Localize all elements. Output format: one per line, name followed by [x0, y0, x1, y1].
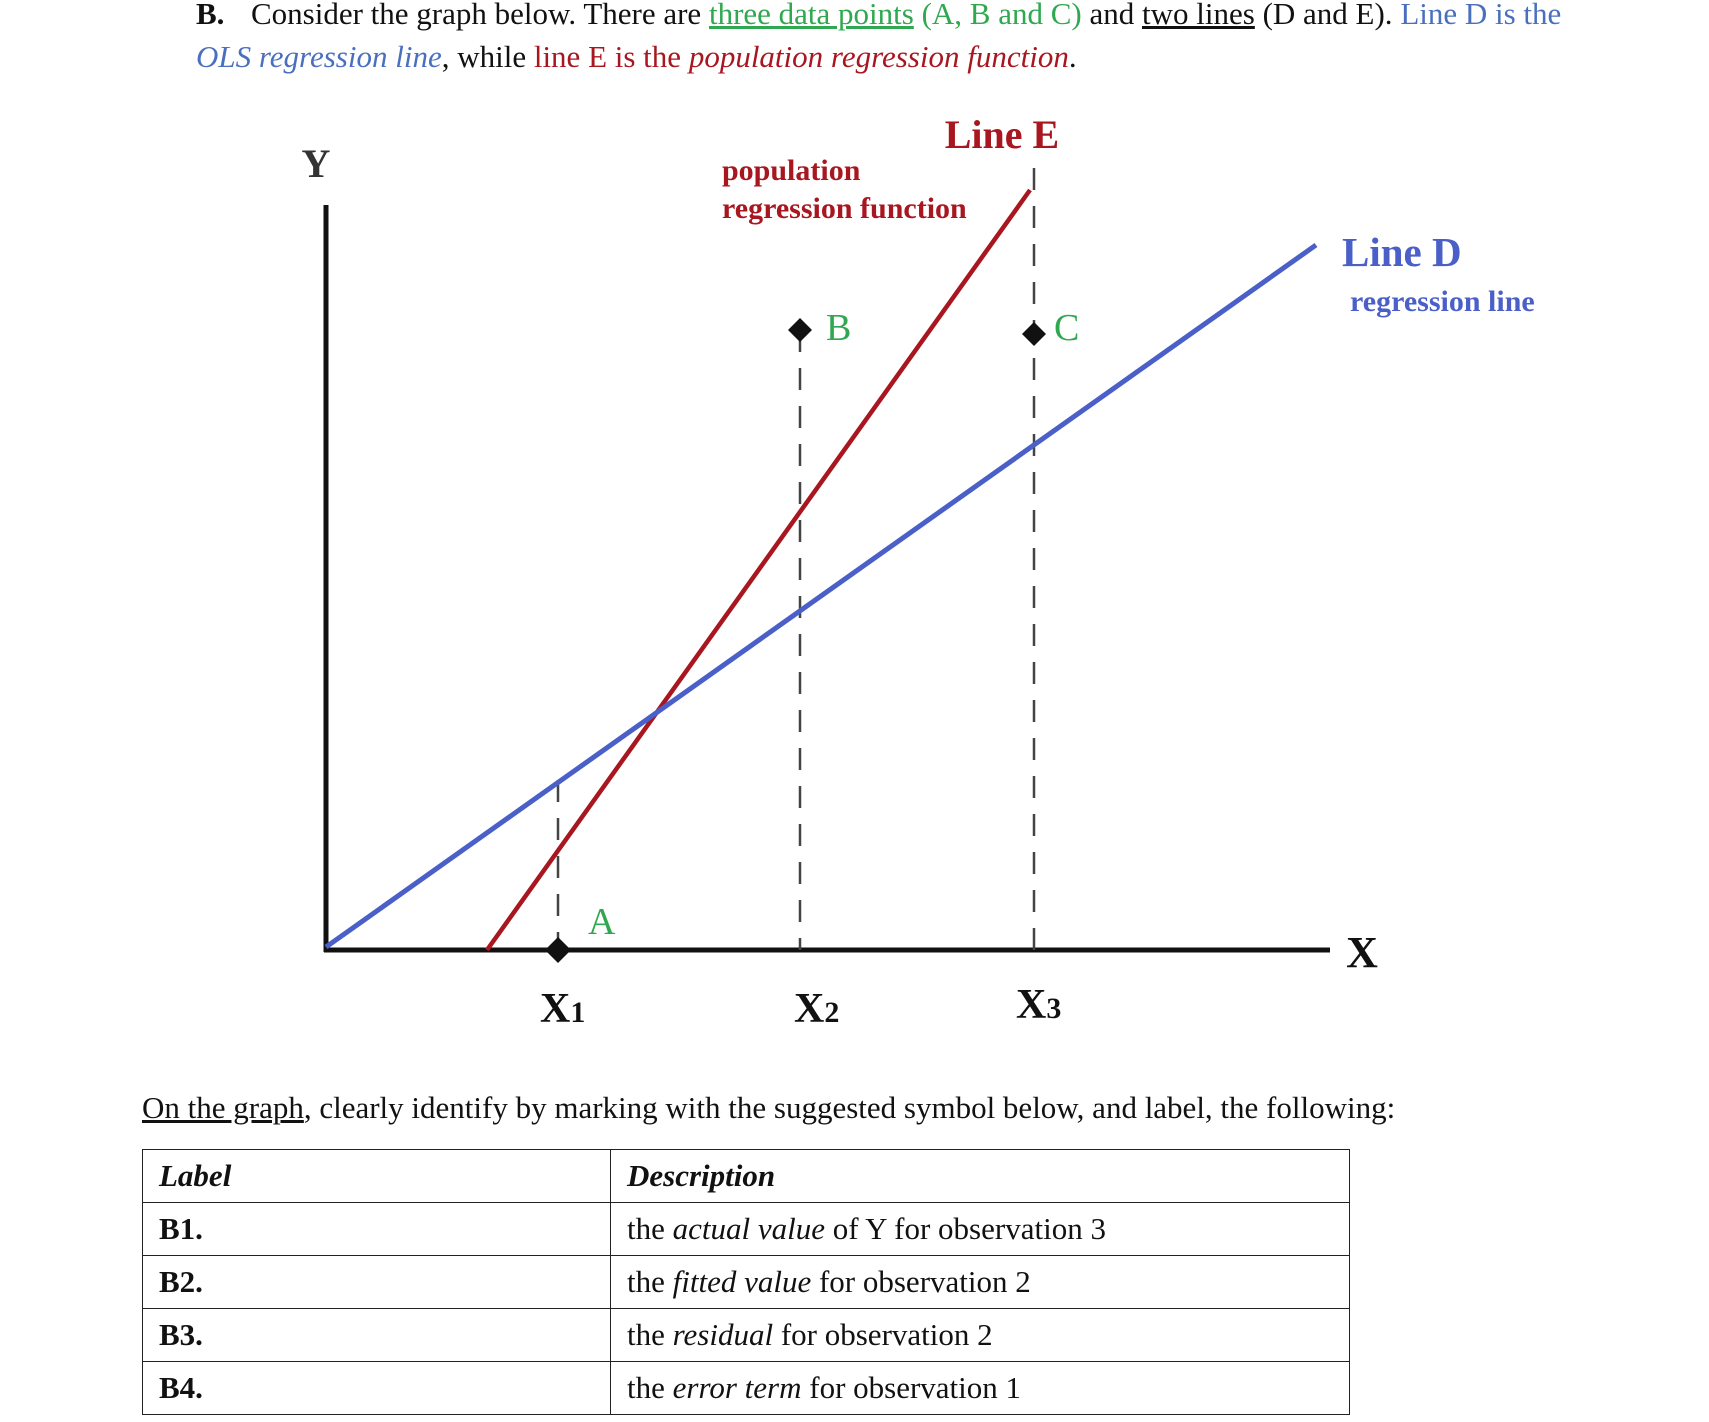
table-row — [143, 1203, 1350, 1256]
desc-pre: the — [627, 1264, 673, 1299]
task-table — [142, 1149, 1350, 1415]
lines-list-text: (D and E). — [1254, 0, 1401, 31]
point-a-marker — [545, 937, 571, 963]
x2-letter: X — [794, 986, 825, 1032]
line-d-title: Line D — [1342, 229, 1462, 275]
question-text-1: Consider the graph below. There are — [251, 0, 709, 31]
desc-post: for observation 2 — [773, 1317, 993, 1352]
line-d — [326, 245, 1316, 947]
table-row — [143, 1362, 1350, 1415]
period-text: . — [1068, 39, 1077, 74]
desc-pre: the — [627, 1211, 673, 1246]
header-label: Label — [143, 1150, 611, 1203]
line-d-desc: regression line — [1350, 285, 1535, 318]
instruction-text — [142, 1090, 1395, 1126]
line-e-title: Line E — [944, 112, 1060, 157]
row-label: B3. — [143, 1309, 611, 1362]
x1-subscript: 1 — [570, 996, 586, 1029]
desc-post: for observation 1 — [801, 1370, 1022, 1405]
row-description — [611, 1362, 1350, 1415]
y-axis-label: Y — [301, 141, 331, 186]
prf-text: population regression function — [688, 39, 1069, 74]
question-text-2: and — [1081, 0, 1143, 31]
desc-term: actual value — [672, 1211, 825, 1246]
table-row — [143, 1256, 1350, 1309]
x1-tick-label — [540, 986, 585, 1032]
desc-term: residual — [672, 1317, 774, 1352]
desc-post: for observation 2 — [811, 1264, 1031, 1299]
header-description: Description — [611, 1150, 1350, 1203]
desc-pre: the — [627, 1370, 673, 1405]
point-b-marker — [788, 318, 812, 342]
ols-line-text: OLS regression line — [196, 39, 442, 74]
point-b-label: B — [826, 307, 852, 349]
row-label: B4. — [143, 1362, 611, 1415]
three-data-points-text: three data points — [708, 0, 914, 31]
table-header-row — [143, 1150, 1350, 1203]
point-c-marker — [1022, 322, 1046, 346]
desc-post: of Y for observation 3 — [825, 1211, 1106, 1246]
table-row — [143, 1309, 1350, 1362]
desc-pre: the — [627, 1317, 673, 1352]
x3-subscript: 3 — [1046, 992, 1062, 1025]
row-description — [611, 1256, 1350, 1309]
x2-subscript: 2 — [824, 996, 840, 1029]
question-number: B. — [196, 0, 225, 31]
row-label: B2. — [143, 1256, 611, 1309]
two-lines-text: two lines — [1142, 0, 1255, 31]
desc-term: error term — [672, 1370, 802, 1405]
x3-letter: X — [1016, 982, 1047, 1028]
points-list-text: (A, B and C) — [913, 0, 1082, 31]
instruction-underlined: On the graph — [142, 1090, 304, 1125]
instruction-rest: , clearly identify by marking with the suggested symbol below, and label, the following: — [303, 1090, 1396, 1125]
comma-while-text: , while — [441, 39, 534, 74]
point-c-label: C — [1054, 307, 1080, 349]
line-e-intro-text: line E is the — [533, 39, 689, 74]
x1-letter: X — [540, 986, 571, 1032]
desc-term: fitted value — [672, 1264, 812, 1299]
x-axis-label: X — [1346, 928, 1378, 977]
x3-tick-label — [1016, 982, 1061, 1028]
line-e — [487, 190, 1030, 950]
x2-tick-label — [794, 986, 839, 1032]
line-e-desc-2: regression function — [722, 192, 967, 225]
point-a-label: A — [588, 901, 616, 943]
line-d-intro-text: Line D is the — [1400, 0, 1562, 31]
row-description — [611, 1203, 1350, 1256]
row-label: B1. — [143, 1203, 611, 1256]
line-e-desc-1: population — [722, 154, 861, 187]
row-description — [611, 1309, 1350, 1362]
